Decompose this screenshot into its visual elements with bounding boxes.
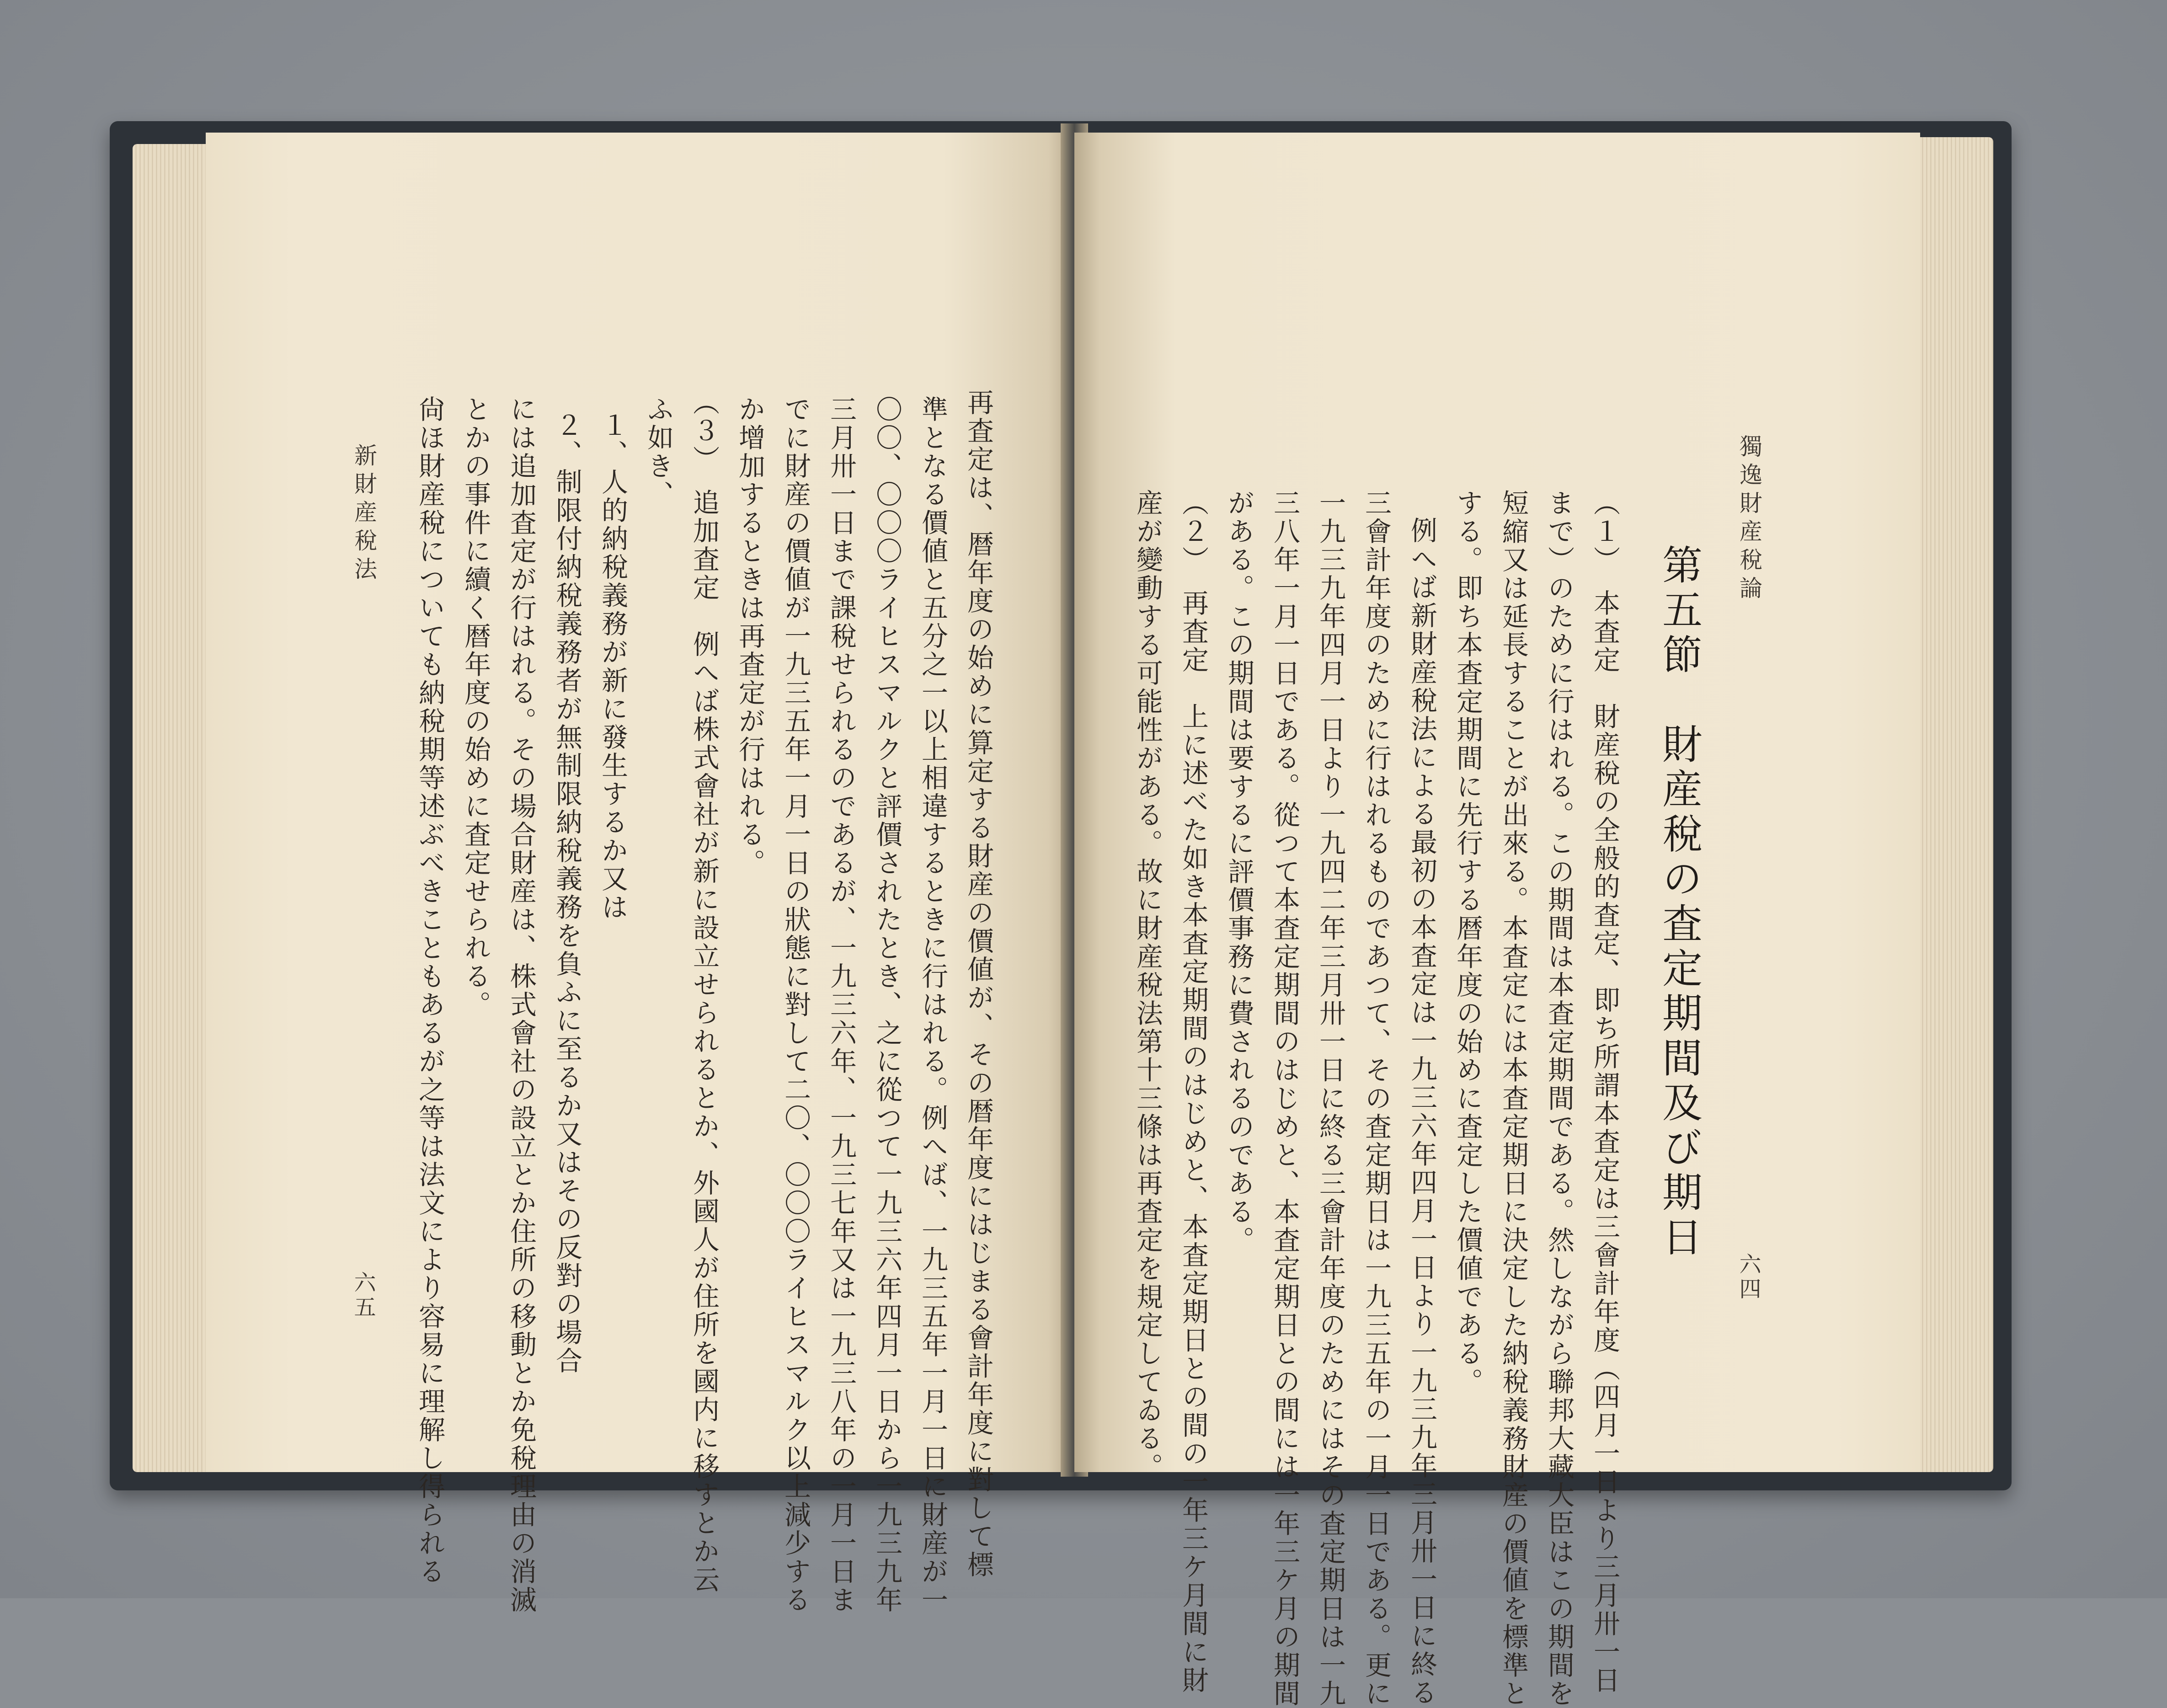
left-line-13: 尙ほ財産稅についても納稅期等述ぶべきこともあるが之等は法文により容易に理解し得られる [414, 395, 445, 1586]
right-line-10: （２） 再査定 上に述べた如き本査定期間のはじめと、本査定期日との間の一年三ケ月間に財 [1178, 489, 1209, 1695]
left-line-10: ２、制限付納稅義務者が無制限納稅義務を負ふに至るか又はその反對の場合 [551, 411, 582, 1375]
left-line-6: か增加するときは再査定が行はれる。 [734, 395, 765, 877]
right-line-8: 三八年一月一日である。從つて本査定期間のはじめと、本査定期日との間には一年三ケ月の期間 [1269, 489, 1300, 1708]
left-line-4: 三月卅一日まで課稅せられるのであるが、一九三六年、一九三七年又は一九三八年の一月一日ま [826, 395, 857, 1614]
right-line-11: 産が變動する可能性がある。故に財産稅法第十三條は再査定を規定してゐる。 [1132, 489, 1163, 1481]
right-line-2: まで）のために行はれる。この期間は本査定期間である。然しながら聯邦大藏大臣はこの期間を [1543, 489, 1575, 1708]
right-page-edges [1911, 137, 1993, 1472]
left-page-edges [133, 144, 215, 1472]
left-line-11: には追加査定が行はれる。その場合財産は、株式會社の設立とか住所の移動とか免稅理由の消滅 [506, 395, 537, 1614]
right-line-7: 一九三九年四月一日より一九四二年三月卅一日に終る三會計年度のためにはその査定期日は一九 [1315, 489, 1346, 1708]
left-line-1: 再査定は、暦年度の始めに算定する財産の價値が、その暦年度にはじまる會計年度に對して標 [963, 389, 994, 1579]
left-running-head: 新財産稅法 [351, 443, 377, 585]
right-line-5: 例へば新財産稅法による最初の本査定は一九三六年四月一日より一九三九年三月卅一日に終る [1406, 517, 1437, 1707]
right-line-3: 短縮又は延長することが出來る。本査定には本査定期日に決定した納稅義務財産の價値を標準と [1498, 489, 1529, 1708]
left-line-3: 〇〇、〇〇〇ライヒスマルクと評價されたとき、之に從つて一九三六年四月一日から一九三九年 [871, 395, 902, 1614]
left-line-5: でに財産の價値が一九三五年一月一日の狀態に對して二〇、〇〇〇ライヒスマルク以上減少する [780, 395, 811, 1614]
left-page [206, 133, 1074, 1614]
section-heading: 第五節 財産稅の査定期間及び期日 [1656, 544, 1703, 1261]
right-line-1: （１） 本査定 財産稅の全般的査定、即ち所謂本査定は三會計年度（四月一日より三月卅一日 [1589, 489, 1620, 1695]
left-page-number: 六五 [350, 1271, 376, 1320]
left-line-9: １、人的納稅義務が新に發生するか又は [597, 411, 628, 922]
left-line-2: 準となる價値と五分之一以上相違するときに行はれる。例へば、一九三五年一月一日に財産が一 [917, 395, 948, 1614]
right-running-head: 獨逸財産稅論 [1736, 434, 1762, 604]
right-line-6: 三會計年度のために行はれるものであつて、その査定期日は一九三五年の一月一日である。更に [1361, 489, 1392, 1708]
right-page-number: 六四 [1735, 1253, 1761, 1302]
right-line-4: する。即ち本査定期間に先行する暦年度の始めに査定した價値である。 [1452, 489, 1483, 1396]
right-line-9: がある。この期間は要するに評價事務に費されるのである。 [1223, 489, 1254, 1254]
left-line-7: （３） 追加査定 例へば株式會社が新に設立せられるとか、外國人が住所を國内に移すとか云 [689, 389, 720, 1594]
left-line-8: ふ如き、 [643, 395, 674, 509]
left-line-12: とかの事件に續く暦年度の始めに査定せられる。 [460, 395, 491, 1019]
right-page [1074, 133, 1920, 1708]
